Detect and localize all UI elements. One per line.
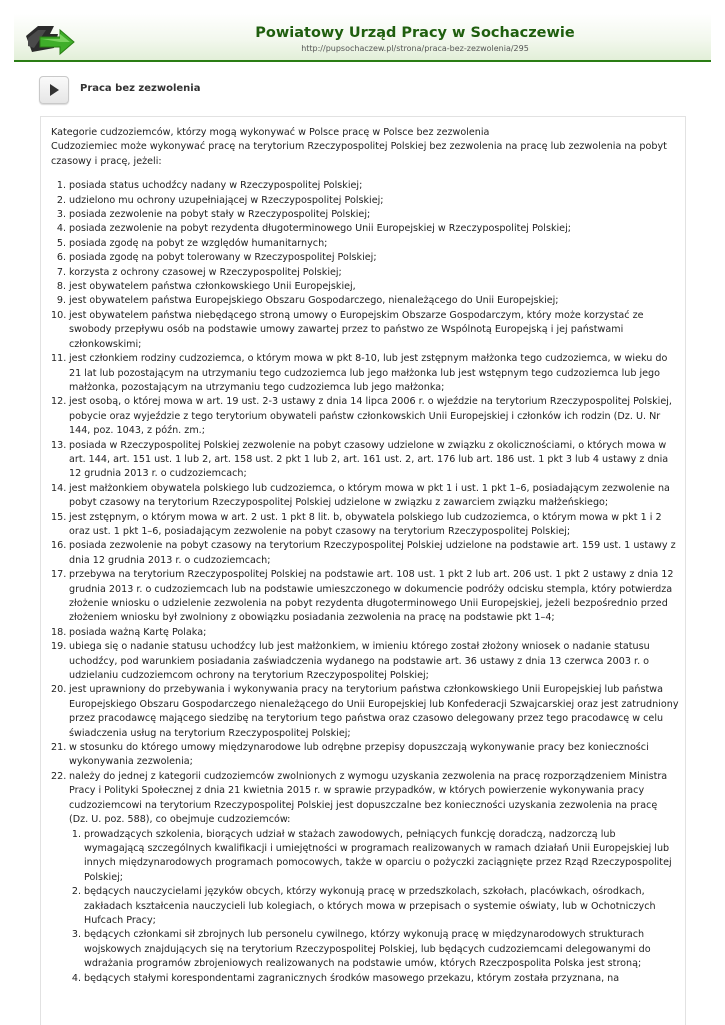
list-item-text: posiada ważną Kartę Polaka; xyxy=(69,626,207,638)
intro-heading: Kategorie cudzoziemców, którzy mogą wykonywać w Polsce pracę w Polsce bez zezwolenia xyxy=(51,127,490,138)
list-item xyxy=(51,640,679,683)
list-item-text: posiada zgodę na pobyt tolerowany w Rzeczypospolitej Polskiej; xyxy=(69,252,377,264)
list-item-text: prowadzących szkolenia, biorących udział w stażach zawodowych, pełniących funkcję doradczą, nadzorczą lub wymagającą szczególnych kwalifikacji i umiejętności w programach realizowanych w ramach działań Unii Europejskiej lub innych międzynarodowych programach pomocowych, także w oparciu o pożyczki zaciągnięte przez Rząd Rzeczypospolitej Polskiej; xyxy=(84,828,672,883)
list-item xyxy=(69,828,679,886)
section-header xyxy=(39,76,699,106)
header-divider xyxy=(14,60,711,62)
list-item-text: jest zstępnym, o którym mowa w art. 2 ust. 1 pkt 8 lit. b, obywatela polskiego lub cudzoziemca, o którym mowa w pkt 1 i 2 oraz ust. 1 pkt 1–6, posiadającym zezwolenie na pobyt czasowy na terytorium Rzeczypospolitej Polskiej; xyxy=(69,511,662,537)
list-item-number: 16. xyxy=(51,540,67,552)
list-item xyxy=(51,251,679,265)
list-item-number: 17. xyxy=(51,569,67,581)
list-item xyxy=(69,972,679,986)
page-header xyxy=(0,0,725,62)
list-item-text: jest obywatelem państwa członkowskiego Unii Europejskiej, xyxy=(69,281,356,293)
list-item-number: 14. xyxy=(51,482,67,494)
list-item xyxy=(51,208,679,222)
list-item-text: posiada zgodę na pobyt ze względów humanitarnych; xyxy=(69,237,328,249)
list-item-number: 18. xyxy=(51,626,67,638)
list-item-number: 4. xyxy=(71,972,81,984)
list-item-number: 2. xyxy=(71,886,81,898)
list-item-text: jest osobą, o której mowa w art. 19 ust. 2-3 ustawy z dnia 14 lipca 2006 r. o wjeździe na terytorium Rzeczypospolitej Polskiej, pobycie oraz wyjeździe z tego terytorium obywateli państw członkowskich Unii Europejskiej i członków ich rodzin (Dz. U. Nr 144, poz. 1043, z późn. zm.; xyxy=(69,396,672,437)
list-item xyxy=(51,237,679,251)
list-item xyxy=(51,280,679,294)
list-item xyxy=(51,194,679,208)
list-item xyxy=(51,309,679,352)
intro-text: Cudzoziemiec może wykonywać pracę na terytorium Rzeczypospolitej Polskiej bez zezwolenia na pracę lub zezwolenia na pobyt czasowy i pracę, jeżeli: xyxy=(51,141,667,167)
list-item xyxy=(69,928,679,971)
list-item-number: 15. xyxy=(51,511,67,523)
list-item-number: 9. xyxy=(56,295,66,307)
list-item xyxy=(51,539,679,568)
list-item-text: korzysta z ochrony czasowej w Rzeczypospolitej Polskiej; xyxy=(69,266,342,278)
sub-list xyxy=(69,828,679,986)
list-item-text: będących członkami sił zbrojnych lub personelu cywilnego, którzy wykonują pracę w międzynarodowych strukturach wojskowych znajdujących się na terytorium Rzeczypospolitej Polskiej, lub będących cudzoziemcami delegowanymi do wdrażania programów zbrojeniowych realizowanych na podstawie umów, których Rzeczpospolita Polska jest stroną; xyxy=(84,929,651,970)
list-item-number: 11. xyxy=(51,353,67,365)
site-title: Powiatowy Urząd Pracy w Sochaczewie xyxy=(255,25,575,41)
list-item xyxy=(51,683,679,741)
list-item-number: 8. xyxy=(56,281,66,293)
list-item xyxy=(51,511,679,540)
arrow-logo-icon[interactable] xyxy=(24,22,76,56)
list-item xyxy=(51,741,679,770)
list-item xyxy=(51,568,679,626)
list-item xyxy=(51,395,679,438)
list-item-text: udzielono mu ochrony uzupełniającej w Rzeczypospolitej Polskiej; xyxy=(69,194,384,206)
conditions-list xyxy=(51,179,679,986)
list-item-number: 21. xyxy=(51,742,67,754)
list-item-number: 7. xyxy=(56,266,66,278)
list-item-number: 20. xyxy=(51,684,67,696)
list-item xyxy=(51,222,679,236)
list-item xyxy=(51,352,679,395)
list-item xyxy=(51,294,679,308)
list-item-text: posiada status uchodźcy nadany w Rzeczypospolitej Polskiej; xyxy=(69,180,363,192)
list-item-text: będących stałymi korespondentami zagranicznych środków masowego przekazu, którym została przyznana, na xyxy=(84,972,620,984)
list-item xyxy=(69,885,679,928)
list-item-text: jest obywatelem państwa niebędącego stroną umowy o Europejskim Obszarze Gospodarczym, który może korzystać ze swobody przepływu osób na podstawie umowy zawartej przez to państwo ze Wspólnotą Europejską i jej państwami członkowskimi; xyxy=(69,309,644,350)
list-item-text: posiada zezwolenie na pobyt czasowy na terytorium Rzeczypospolitej Polskiej udzielone na podstawie art. 159 ust. 1 ustawy z dnia 12 grudnia 2013 r. o cudzoziemcach; xyxy=(69,540,676,566)
play-arrow-icon[interactable] xyxy=(39,76,69,104)
list-item-number: 10. xyxy=(51,309,67,321)
list-item-text: posiada w Rzeczypospolitej Polskiej zezwolenie na pobyt czasowy udzielone w związku z okolicznościami, o których mowa w art. 144, art. 151 ust. 1 lub 2, art. 158 ust. 2 pkt 1 lub 2, art. 161 ust. 2, art. 176 lub art. 186 ust. 1 pkt 3 lub 4 ustawy z dnia 12 grudnia 2013 r. o cudzoziemcach; xyxy=(69,439,669,480)
list-item-number: 4. xyxy=(56,223,66,235)
list-item-text: jest obywatelem państwa Europejskiego Obszaru Gospodarczego, nienależącego do Unii Europejskiej; xyxy=(69,295,559,307)
list-item-number: 12. xyxy=(51,396,67,408)
article-content xyxy=(40,116,686,1025)
list-item xyxy=(51,482,679,511)
list-item xyxy=(51,179,679,193)
list-item-text: należy do jednej z kategorii cudzoziemców zwolnionych z wymogu uzyskania zezwolenia na pracę rozporządzeniem Ministra Pracy i Polityki Społecznej z dnia 21 kwietnia 2015 r. w sprawie przypadków, w których powierzenie wykonywania pracy cudzoziemcowi na terytorium Rzeczypospolitej Polskiej jest dopuszczalne bez konieczności uzyskania zezwolenia na pracę (Dz. U. poz. 588), co obejmuje cudzoziemców: xyxy=(69,770,668,826)
list-item xyxy=(51,439,679,482)
list-item-number: 22. xyxy=(51,770,67,782)
list-item-text: jest małżonkiem obywatela polskiego lub cudzoziemca, o którym mowa w pkt 1 i ust. 1 pkt 1–6, posiadającym zezwolenie na pobyt czasowy na terytorium Rzeczypospolitej Polskiej udzielone w związku z zawarciem związku małżeńskiego; xyxy=(69,482,670,509)
list-item-number: 1. xyxy=(56,180,66,192)
list-item-text: posiada zezwolenie na pobyt stały w Rzeczypospolitej Polskiej; xyxy=(69,209,371,221)
list-item-text: jest uprawniony do przebywania i wykonywania pracy na terytorium państwa członkowskiego Unii Europejskiej lub państwa Europejskiego Obszaru Gospodarczego nienależącego do Unii Europejskiej lub Konfederacji Szwajcarskiej oraz jest zatrudniony przez pracodawcę mającego siedzibę na terytorium tego państwa oraz czasowo delegowany przez tego pracodawcę w celu świadczenia usług na terytorium Rzeczypospolitej Polskiej; xyxy=(69,684,679,739)
list-item-number: 5. xyxy=(56,237,66,249)
page-url: http://pupsochaczew.pl/strona/praca-bez-zezwolenia/295 xyxy=(301,44,529,53)
list-item-text: w stosunku do którego umowy międzynarodowe lub odrębne przepisy dopuszczają wykonywanie pracy bez konieczności wykonywania zezwolenia; xyxy=(69,742,649,768)
list-item xyxy=(51,770,679,986)
list-item-text: będących nauczycielami języków obcych, którzy wykonują pracę w przedszkolach, szkołach, placówkach, ośrodkach, zakładach kształcenia nauczycieli lub kolegiach, o których mowa w przepisach o systemie oświaty, lub w Ochotniczych Hufcach Pracy; xyxy=(84,886,656,926)
list-item-number: 6. xyxy=(56,252,66,264)
list-item-number: 13. xyxy=(51,439,67,451)
list-item-number: 19. xyxy=(51,641,67,653)
list-item xyxy=(51,626,679,640)
list-item-number: 3. xyxy=(56,209,66,221)
list-item xyxy=(51,266,679,280)
list-item-text: posiada zezwolenie na pobyt rezydenta długoterminowego Unii Europejskiej w Rzeczypospolitej Polskiej; xyxy=(69,223,571,235)
list-item-number: 1. xyxy=(71,828,81,840)
list-item-text: jest członkiem rodziny cudzoziemca, o którym mowa w pkt 8-10, lub jest zstępnym małżonka tego cudzoziemca, w wieku do 21 lat lub pozostającym na utrzymaniu tego cudzoziemca lub jego małżonka lub jest wstępnym tego cudzoziemca lub jego małżonka, pozostającym na utrzymaniu tego cudzoziemca lub jego małżonka; xyxy=(69,353,668,393)
list-item-text: ubiega się o nadanie statusu uchodźcy lub jest małżonkiem, w imieniu którego został złożony wniosek o nadanie statusu uchodźcy, pod warunkiem posiadania zaświadczenia wydanego na podstawie art. 36 ustawy z dnia 13 czerwca 2003 r. o udzielaniu cudzoziemcom ochrony na terytorium Rzeczypospolitej Polskiej; xyxy=(69,641,650,682)
list-item-text: przebywa na terytorium Rzeczypospolitej Polskiej na podstawie art. 108 ust. 1 pkt 2 lub art. 206 ust. 1 pkt 2 ustawy z dnia 12 grudnia 2013 r. o cudzoziemcach lub na podstawie umieszczonego w dokumencie podróży odcisku stempla, który potwierdza złożenie wniosku o udzielenie zezwolenia na pobyt rezydenta długoterminowego Unii Europejskiej, jeżeli bezpośrednio przed złożeniem wniosku był zwolniony z obowiązku posiadania zezwolenia na pracę na podstawie pkt 1–4; xyxy=(69,569,674,624)
list-item-number: 3. xyxy=(71,929,81,941)
list-item-number: 2. xyxy=(56,194,66,206)
section-title: Praca bez zezwolenia xyxy=(80,83,201,94)
